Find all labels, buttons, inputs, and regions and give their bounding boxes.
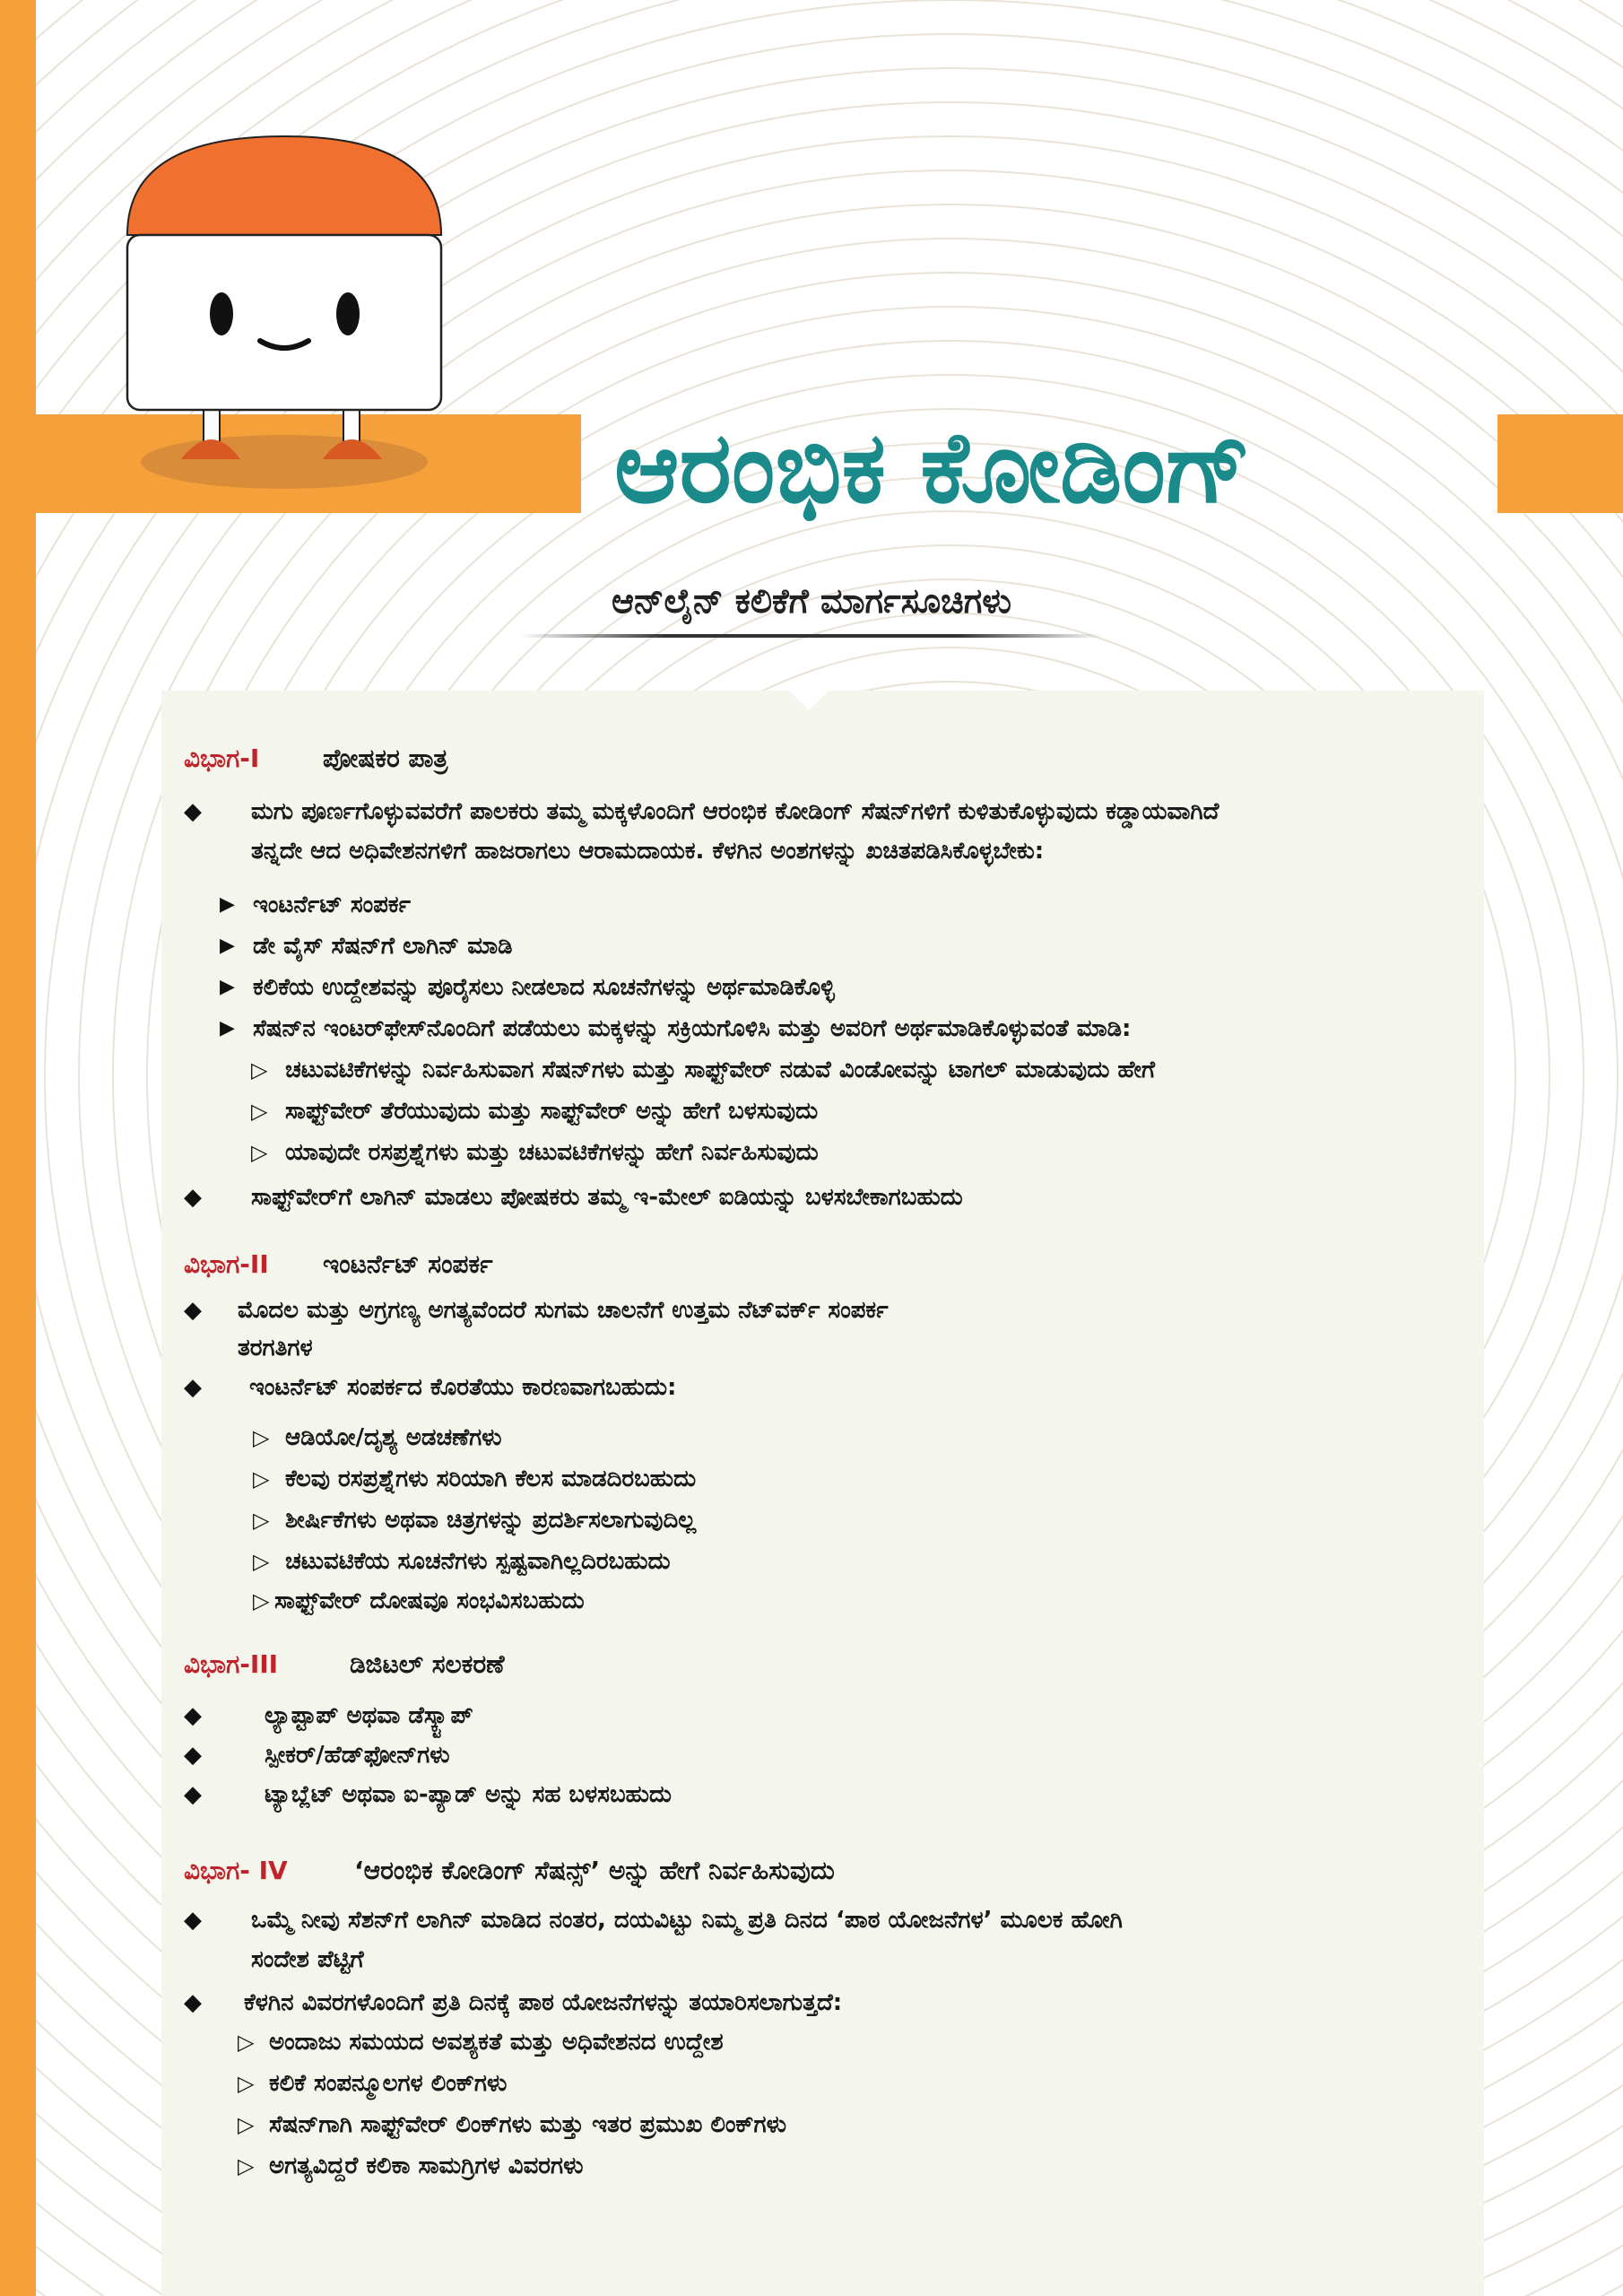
- triangle-bullet-icon: ▶: [220, 935, 235, 957]
- sub-list-item: ಆಡಿಯೋ/ದೃಶ್ಯ ಅಡಚಣೆಗಳು: [285, 1424, 502, 1451]
- triangle-bullet-icon: ▶: [220, 893, 235, 916]
- outline-triangle-bullet-icon: ▷: [251, 1099, 268, 1124]
- outline-triangle-bullet-icon: ▷: [238, 2071, 255, 2096]
- diamond-bullet-icon: ◆: [184, 1781, 202, 1808]
- section-heading: [184, 1853, 835, 1889]
- outline-triangle-bullet-icon: ▷: [253, 1508, 270, 1533]
- sub-list-item: ಕಲಿಕೆ ಸಂಪನ್ಮೂಲಗಳ ಲಿಂಕ್‌ಗಳು: [269, 2070, 508, 2097]
- sub-list-item: ಚಟುವಟಿಕೆಯ ಸೂಚನೆಗಳು ಸ್ಪಷ್ಟವಾಗಿಲ್ಲದಿರಬಹುದು: [285, 1548, 671, 1575]
- sub-list-item: ಅಂದಾಜು ಸಮಯದ ಅವಶ್ಯಕತೆ ಮತ್ತು ಅಧಿವೇಶನದ ಉದ್ದೇಶ: [269, 2029, 724, 2056]
- triangle-bullet-icon: ▶: [220, 976, 235, 998]
- outline-triangle-bullet-icon: ▷: [253, 1549, 270, 1574]
- outline-triangle-bullet-icon: ▷: [238, 2153, 255, 2179]
- outline-triangle-bullet-icon: ▷: [253, 1425, 270, 1450]
- page-subtitle: ಆನ್‌ಲೈನ್ ಕಲಿಕೆಗೆ ಮಾರ್ಗಸೂಚಿಗಳು: [612, 581, 1011, 621]
- outline-triangle-bullet-icon: ▷: [251, 1057, 268, 1083]
- page-title: ಆರಂಭಿಕ ಕೋಡಿಂಗ್: [614, 410, 1252, 525]
- diamond-bullet-icon: ◆: [184, 1742, 202, 1769]
- section-label: ವಿಭಾಗ- IV: [184, 1856, 288, 1885]
- bullet-text: ಮಗು ಪೂರ್ಣಗೊಳ್ಳುವವರೆಗೆ ಪಾಲಕರು ತಮ್ಮ ಮಕ್ಕಳೊಂದಿಗೆ ಆರಂಭಿಕ ಕೋಡಿಂಗ್ ಸೆಷನ್‌ಗಳಿಗೆ ಕುಳಿತುಕೊಳ್ಳುವುದು ಕಡ್ಡಾಯವಾಗಿದೆ: [251, 798, 1219, 825]
- section-title: ಡಿಜಿಟಲ್ ಸಲಕರಣೆ: [350, 1649, 505, 1679]
- bullet-text: ಟ್ಯಾಬ್ಲೆಟ್ ಅಥವಾ ಐ-ಪ್ಯಾಡ್ ಅನ್ನು ಸಹ ಬಳಸಬಹುದು: [265, 1781, 672, 1808]
- diamond-bullet-icon: ◆: [184, 1702, 202, 1729]
- bullet-text: ಮೊದಲ ಮತ್ತು ಅಗ್ರಗಣ್ಯ ಅಗತ್ಯವೆಂದರೆ ಸುಗಮ ಚಾಲನೆಗೆ ಉತ್ತಮ ನೆಟ್‌ವರ್ಕ್ ಸಂಪರ್ಕ: [238, 1297, 889, 1324]
- diamond-bullet-icon: ◆: [184, 1907, 202, 1934]
- diamond-bullet-icon: ◆: [184, 1989, 202, 2016]
- bullet-text-continued: ತನ್ನದೇ ಆದ ಅಧಿವೇಶನಗಳಿಗೆ ಹಾಜರಾಗಲು ಆರಾಮದಾಯಕ. ಕೆಳಗಿನ ಅಂಶಗಳನ್ನು ಖಚಿತಪಡಿಸಿಕೊಳ್ಳಬೇಕು:: [251, 838, 1045, 865]
- section-label: ವಿಭಾಗ-III: [184, 1649, 279, 1679]
- list-item: ಕಲಿಕೆಯ ಉದ್ದೇಶವನ್ನು ಪೂರೈಸಲು ನೀಡಲಾದ ಸೂಚನೆಗಳನ್ನು ಅರ್ಥಮಾಡಿಕೊಳ್ಳಿ: [253, 974, 835, 1001]
- sub-list-item: ಯಾವುದೇ ರಸಪ್ರಶ್ನೆಗಳು ಮತ್ತು ಚಟುವಟಿಕೆಗಳನ್ನು ಹೇಗೆ ನಿರ್ವಹಿಸುವುದು: [285, 1139, 819, 1166]
- section-title: ‘ಆರಂಭಿಕ ಕೋಡಿಂಗ್ ಸೆಷನ್ಸ್’ ಅನ್ನು ಹೇಗೆ ನಿರ್ವಹಿಸುವುದು: [354, 1856, 835, 1885]
- bullet-text-continued: ತರಗತಿಗಳ: [238, 1335, 313, 1361]
- section-heading: [184, 741, 447, 777]
- outline-triangle-bullet-icon: ▷: [253, 1588, 270, 1613]
- section-label: ವಿಭಾಗ-II: [184, 1249, 269, 1279]
- triangle-bullet-icon: ▶: [220, 1017, 235, 1039]
- diamond-bullet-icon: ◆: [184, 1374, 202, 1401]
- bullet-text: ಸ್ಪೀಕರ್/ಹೆಡ್‌ಫೋನ್‌ಗಳು: [265, 1742, 450, 1769]
- bullet-text-continued: ಸಂದೇಶ ಪೆಟ್ಟಿಗೆ: [251, 1946, 364, 1973]
- diamond-bullet-icon: ◆: [184, 1297, 202, 1324]
- sub-list-item: ಚಟುವಟಿಕೆಗಳನ್ನು ನಿರ್ವಹಿಸುವಾಗ ಸೆಷನ್‌ಗಳು ಮತ್ತು ಸಾಫ್ಟ್‌ವೇರ್ ನಡುವೆ ವಿಂಡೋವನ್ನು ಟಾಗಲ್ ಮಾಡುವುದು ಹೇಗೆ: [285, 1057, 1156, 1083]
- sub-list-item: ಅಗತ್ಯವಿದ್ದರೆ ಕಲಿಕಾ ಸಾಮಗ್ರಿಗಳ ವಿವರಗಳು: [269, 2152, 584, 2179]
- sub-list-item: ಸಾಫ್ಟ್‌ವೇರ್ ದೋಷವೂ ಸಂಭವಿಸಬಹುದು: [274, 1587, 585, 1614]
- bullet-text: ಲ್ಯಾಪ್ಟಾಪ್ ಅಥವಾ ಡೆಸ್ಕ್ಟಾಪ್: [265, 1702, 473, 1729]
- sub-list-item: ಸಾಫ್ಟ್‌ವೇರ್ ತೆರೆಯುವುದು ಮತ್ತು ಸಾಫ್ಟ್‌ವೇರ್ ಅನ್ನು ಹೇಗೆ ಬಳಸುವುದು: [285, 1098, 819, 1125]
- outline-triangle-bullet-icon: ▷: [253, 1466, 270, 1492]
- sub-list-item: ಶೀರ್ಷಿಕೆಗಳು ಅಥವಾ ಚಿತ್ರಗಳನ್ನು ಪ್ರದರ್ಶಿಸಲಾಗುವುದಿಲ್ಲ: [285, 1507, 697, 1534]
- outline-triangle-bullet-icon: ▷: [238, 2112, 255, 2137]
- list-item: ಡೇ ವೈಸ್ ಸೆಷನ್‌ಗೆ ಲಾಗಿನ್ ಮಾಡಿ: [253, 933, 513, 960]
- section-title: ಪೋಷಕರ ಪಾತ್ರ: [323, 744, 448, 773]
- list-item: ಇಂಟರ್ನೆಟ್ ಸಂಪರ್ಕ: [253, 891, 412, 918]
- bullet-text: ಕೆಳಗಿನ ವಿವರಗಳೊಂದಿಗೆ ಪ್ರತಿ ದಿನಕ್ಕೆ ಪಾಠ ಯೋಜನೆಗಳನ್ನು ತಯಾರಿಸಲಾಗುತ್ತದೆ:: [244, 1989, 843, 2016]
- list-item: ಸೆಷನ್‌ನ ಇಂಟರ್‌ಫೇಸ್‌ನೊಂದಿಗೆ ಪಡೆಯಲು ಮಕ್ಕಳನ್ನು ಸಕ್ರಿಯಗೊಳಿಸಿ ಮತ್ತು ಅವರಿಗೆ ಅರ್ಥಮಾಡಿಕೊಳ್ಳುವಂತೆ ಮಾಡಿ:: [253, 1015, 1132, 1042]
- bullet-text: ಇಂಟರ್ನೆಟ್ ಸಂಪರ್ಕದ ಕೊರತೆಯು ಕಾರಣವಾಗಬಹುದು:: [249, 1374, 677, 1401]
- sub-list-item: ಕೆಲವು ರಸಪ್ರಶ್ನೆಗಳು ಸರಿಯಾಗಿ ಕೆಲಸ ಮಾಡದಿರಬಹುದು: [285, 1465, 697, 1492]
- outline-triangle-bullet-icon: ▷: [238, 2030, 255, 2055]
- diamond-bullet-icon: ◆: [184, 798, 202, 825]
- bullet-text: ಸಾಫ್ಟ್‌ವೇರ್‌ಗೆ ಲಾಗಿನ್ ಮಾಡಲು ಪೋಷಕರು ತಮ್ಮ ಇ-ಮೇಲ್ ಐಡಿಯನ್ನು ಬಳಸಬೇಕಾಗಬಹುದು: [251, 1184, 963, 1211]
- section-title: ಇಂಟರ್ನೆಟ್ ಸಂಪರ್ಕ: [323, 1249, 493, 1279]
- outline-triangle-bullet-icon: ▷: [251, 1140, 268, 1165]
- sub-list-item: ಸೆಷನ್‌ಗಾಗಿ ಸಾಫ್ಟ್‌ವೇರ್ ಲಿಂಕ್‌ಗಳು ಮತ್ತು ಇತರ ಪ್ರಮುಖ ಲಿಂಕ್‌ಗಳು: [269, 2111, 786, 2138]
- bullet-text: ಒಮ್ಮೆ ನೀವು ಸೆಶನ್‌ಗೆ ಲಾಗಿನ್ ಮಾಡಿದ ನಂತರ, ದಯವಿಟ್ಟು ನಿಮ್ಮ ಪ್ರತಿ ದಿನದ ‘ಪಾಠ ಯೋಜನೆಗಳ’ ಮೂಲಕ ಹೋಗಿ: [251, 1907, 1123, 1934]
- diamond-bullet-icon: ◆: [184, 1184, 202, 1211]
- section-heading: [184, 1247, 493, 1283]
- section-heading: [184, 1647, 505, 1683]
- section-label: ವಿಭಾಗ-I: [184, 744, 260, 773]
